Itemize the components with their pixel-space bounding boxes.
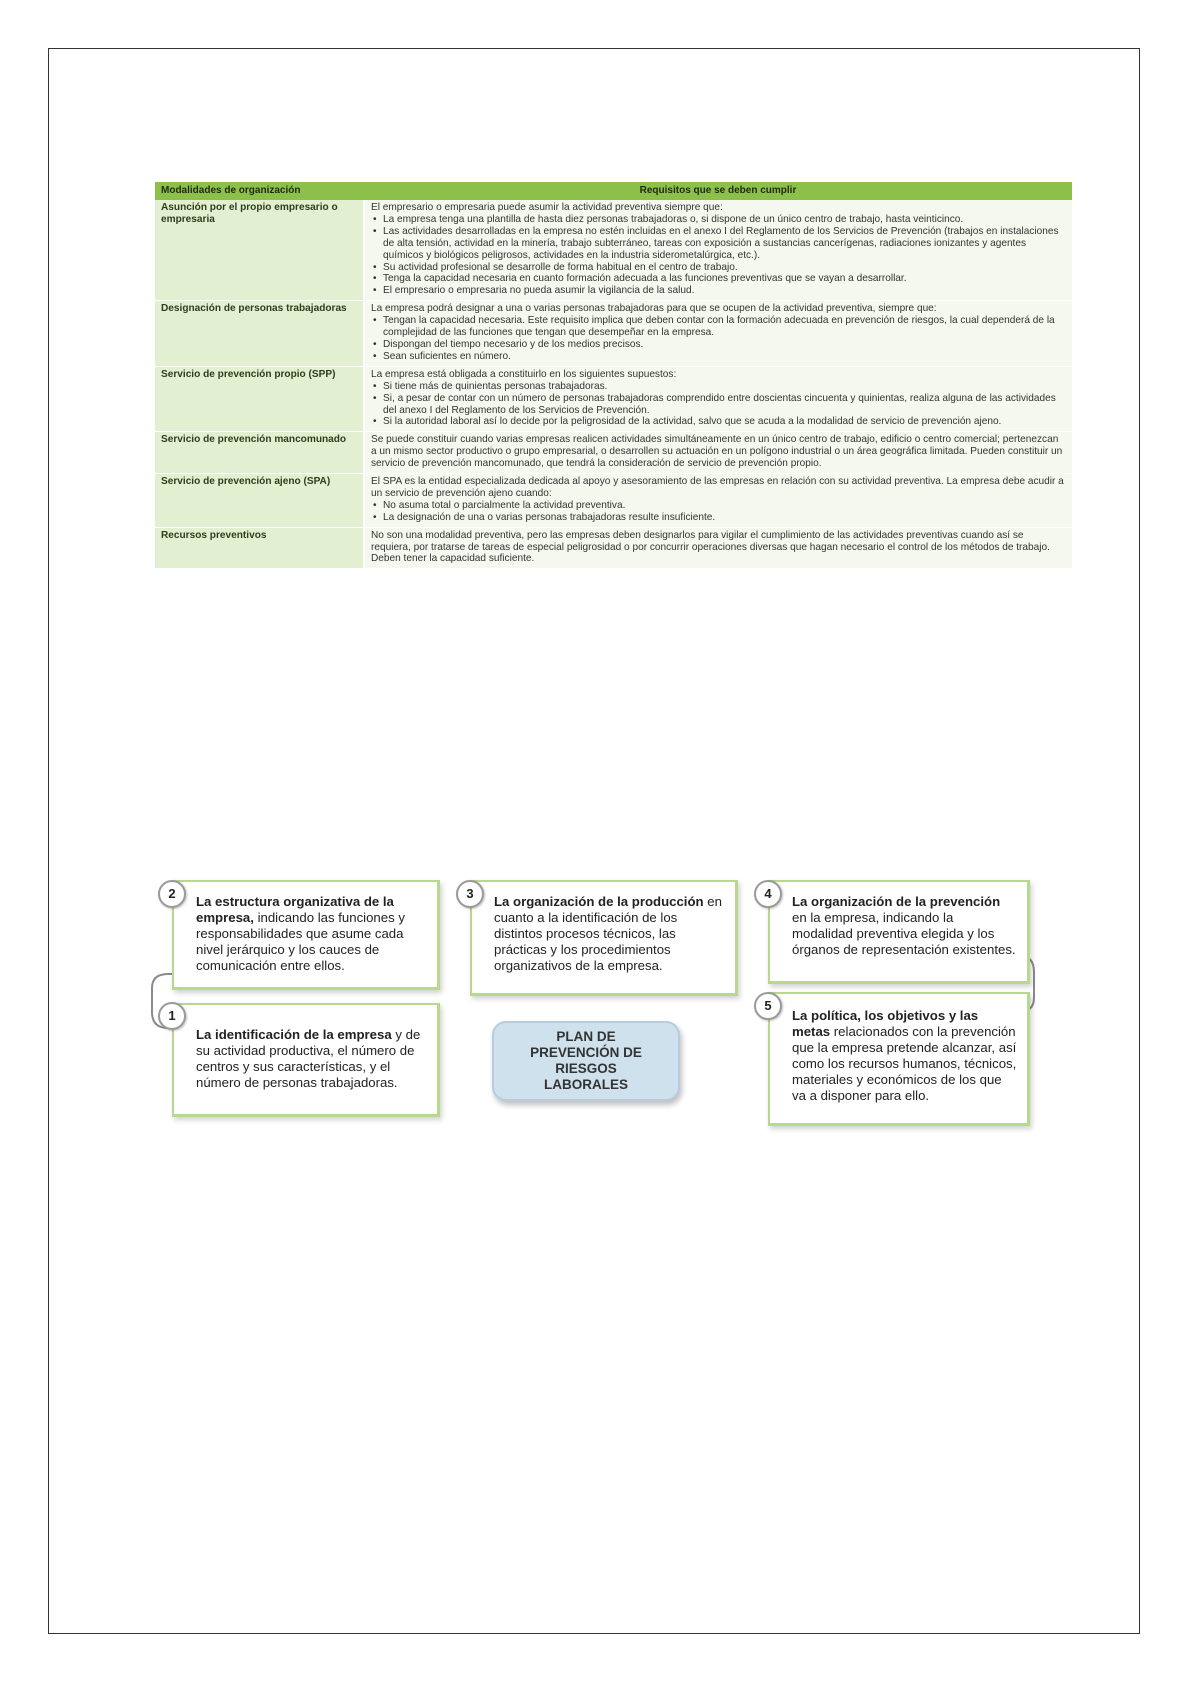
requisitos-intro: La empresa podrá designar a una o varias personas trabajadoras para que se ocupen de la actividad preventiva, siempre que: [371,303,937,315]
requisito-item: • Si tiene más de quinientas personas trabajadoras. [371,381,1066,393]
requisito-item: • La designación de una o varias personas trabajadoras resulte insuficiente. [371,512,1066,524]
step-5-title: La política, los objetivos y las metas [792,1008,979,1040]
requisito-item: • Si la autoridad laboral así lo decide por la peligrosidad de la actividad, salvo que se acuda a la modalidad de servicio de prevención ajeno. [371,416,1066,428]
requisito-item: • Tenga la capacidad necesaria en cuanto formación adecuada a las funciones preventivas que se vayan a desarrollar. [371,273,1066,285]
requisitos-intro: La empresa está obligada a constituirlo en los siguientes supuestos: [371,368,677,380]
plan-step-3 [470,880,738,996]
plan-step-5 [768,992,1030,1126]
header-requisitos: Requisitos que se deben cumplir [364,182,1072,200]
modalidad-cell: Recursos preventivos [155,527,364,569]
requisito-item: • Las actividades desarrolladas en la empresa no estén incluidas en el anexo I del Reglamento de los Servicios de Prevención (trabajos en instalaciones de alta tensión, actividad en la minería, trabajo subterráneo, tareas con exposición a sustancias cancerígenas, radiaciones ionizantes y agentes químicos y biológicos peligrosos, actividades en la industria siderometalúrgica, etc.). [371,226,1066,262]
step-5-text: relacionados con la prevención que la empresa pretende alcanzar, así como los recursos humanos, técnicos, materiales y económicos de los que va a disponer para ello. [792,1024,1017,1104]
modalidad-cell: Servicio de prevención mancomunado [155,432,364,474]
header-modalidades: Modalidades de organización [155,182,364,200]
step-5-number: 5 [754,992,782,1020]
requisito-item: • La empresa tenga una plantilla de hasta diez personas trabajadoras o, si dispone de un único centro de trabajo, hasta veinticinco. [371,214,1066,226]
requisito-item: • Dispongan del tiempo necesario y de los medios precisos. [371,339,1066,351]
step-4-number: 4 [754,880,782,908]
plan-step-2 [172,880,440,990]
plan-step-4 [768,880,1030,984]
requisito-item: • Si, a pesar de contar con un número de personas trabajadoras comprendido entre doscientas cincuenta y quinientas, realiza alguna de las actividades del anexo I del Reglamento de los Servicios de Prevención. [371,393,1066,417]
step-4-title: La organización de la prevención [792,894,1001,909]
requisito-item: • Su actividad profesional se desarrolle de forma habitual en el centro de trabajo. [371,262,1066,274]
requisitos-intro: Se puede constituir cuando varias empresas realicen actividades simultáneamente en un único centro de trabajo, edificio o centro comercial; pertenezcan a un mismo sector productivo o grupo empresarial, o desarrollen su actuación en un polígono industrial o un área geográfica limitada. Pueden constituir un servicio de prevención mancomunado, que tendrá la consideración de servicio de prevención propio. [371,434,1063,470]
plan-center-title: PLAN DE PREVENCIÓN DE RIESGOS LABORALES [492,1021,680,1101]
step-4-text: en la empresa, indicando la modalidad preventiva elegida y los órganos de representación existentes. [792,910,1016,958]
requisito-item: • No asuma total o parcialmente la actividad preventiva. [371,500,1066,512]
plan-step-1 [172,1003,440,1117]
step-3-number: 3 [456,880,484,908]
step-2-text: indicando las funciones y responsabilidades que asume cada nivel jerárquico y los cauces de comunicación entre ellos. [196,910,405,974]
requisitos-intro: El SPA es la entidad especializada dedicada al apoyo y asesoramiento de las empresas en relación con su actividad preventiva. La empresa debe acudir a un servicio de prevención ajeno cuando: [371,476,1064,499]
requisitos-intro: El empresario o empresaria puede asumir la actividad preventiva siempre que: [371,202,723,213]
step-3-title: La organización de la producción [494,894,704,909]
requisito-item: • Tengan la capacidad necesaria. Este requisito implica que deben contar con la formación adecuada en prevención de riesgos, la cual dependerá de la complejidad de las funciones que tengan que desempeñar en la empresa. [371,315,1066,339]
step-1-number: 1 [158,1002,186,1030]
requisitos-intro: No son una modalidad preventiva, pero las empresas deben designarlos para vigilar el cumplimiento de las actividades preventivas cuando así se requiera, por tratarse de tareas de especial peligrosidad o por concurrir operaciones diversas que hagan necesario el control de los métodos de trabajo. Deben tener la capacidad suficiente. [371,529,1050,565]
modalidad-cell: Servicio de prevención propio (SPP) [155,366,364,432]
modalidad-cell: Asunción por el propio empresario o empresaria [155,200,364,301]
step-1-title: La identificación de la empresa [196,1027,392,1042]
requisito-item: • Sean suficientes en número. [371,351,1066,363]
step-1-text: y de su actividad productiva, el número de centros y sus características, y el número de personas trabajadoras. [196,1027,421,1091]
requisito-item: • El empresario o empresaria no pueda asumir la vigilancia de la salud. [371,285,1066,297]
modalidad-cell: Designación de personas trabajadoras [155,301,364,367]
step-3-text: en cuanto a la identificación de los distintos procesos técnicos, las prácticas y los procedimientos organizativos de la empresa. [494,894,722,974]
modalidad-cell: Servicio de prevención ajeno (SPA) [155,474,364,528]
step-2-number: 2 [158,880,186,908]
step-2-title: La estructura organizativa de la empresa, [196,894,394,926]
